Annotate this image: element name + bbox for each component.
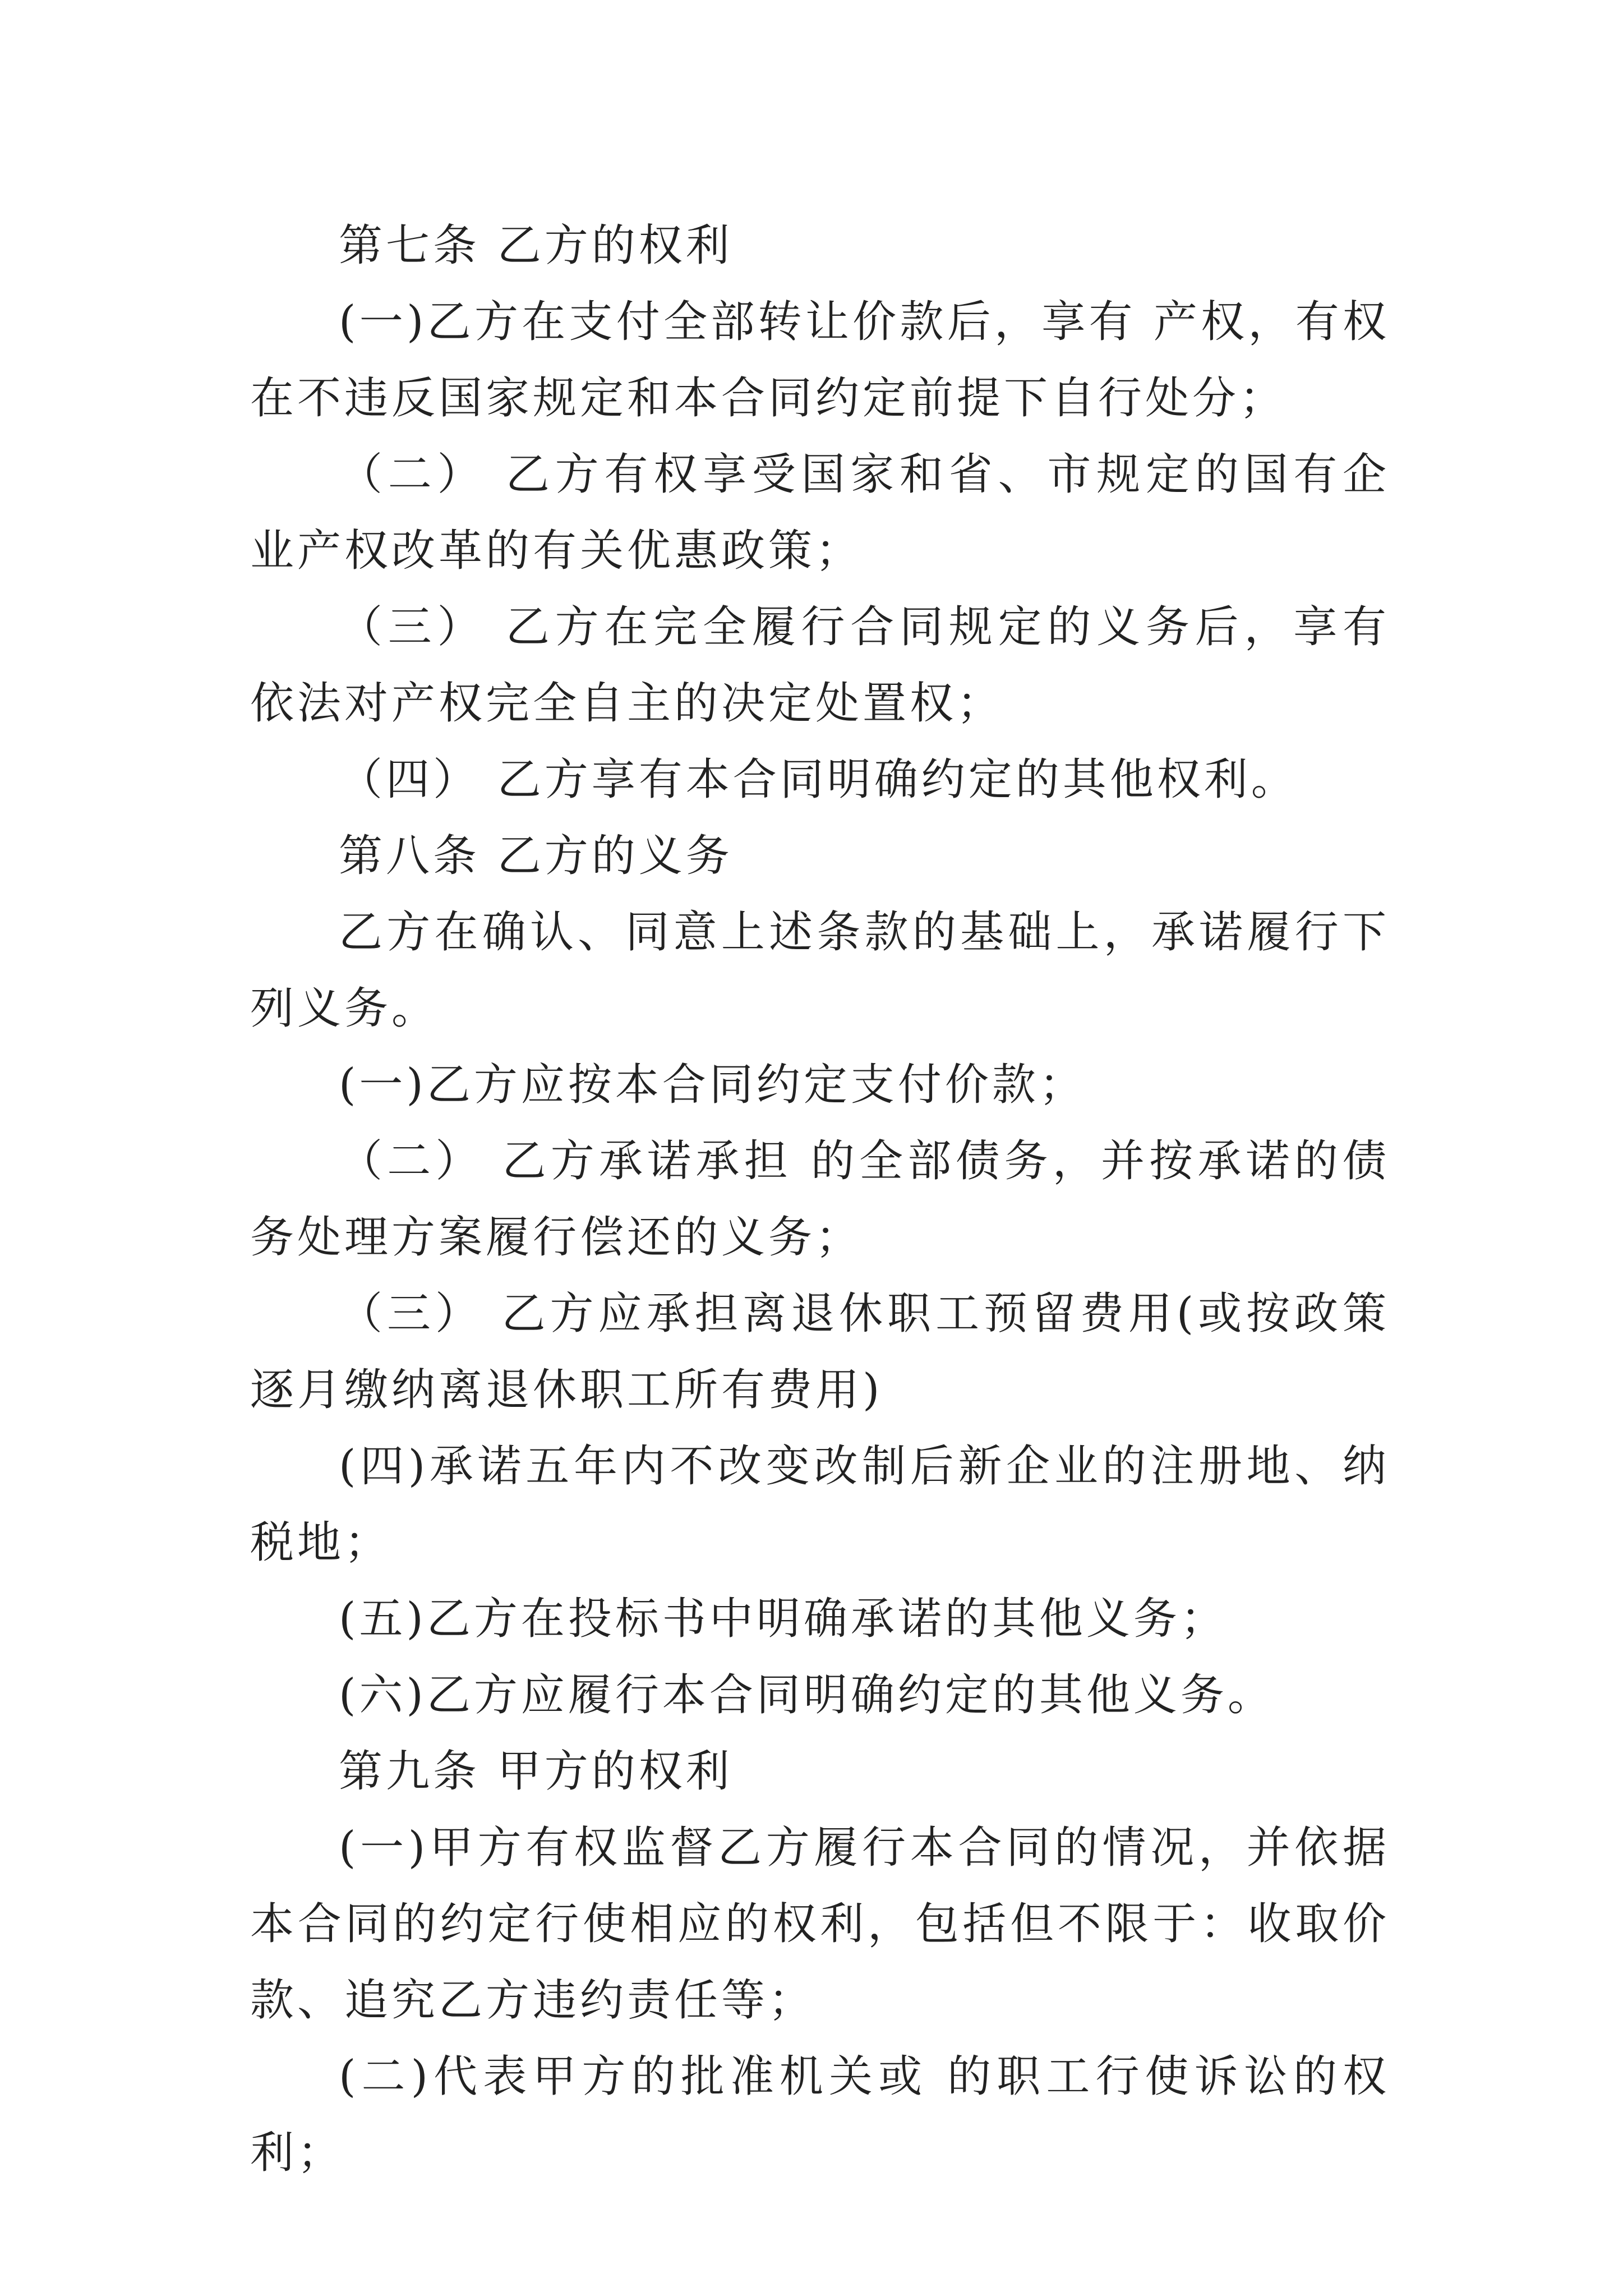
article-7-clause-1: (一)乙方在支付全部转让价款后，享有 产权，有权在不违反国家规定和本合同约定前提下自行处分； xyxy=(250,297,1390,424)
article-7-clause-4: （四） 乙方享有本合同明确约定的其他权利。 xyxy=(339,754,1298,805)
article-8-clause-1: (一)乙方应按本合同约定支付价款； xyxy=(339,1060,1086,1110)
article-9-clause-1: (一)甲方有权监督乙方履行本合同的情况，并依据本合同的约定行使相应的权利，包括但不限于：收取价款、追究乙方违约责任等； xyxy=(250,1823,1390,2026)
article-9-clause-2: (二)代表甲方的批准机关或 的职工行使诉讼的权利； xyxy=(250,2051,1390,2178)
article-9-heading: 第九条 甲方的权利 xyxy=(339,1746,733,1797)
article-7-heading: 第七条 乙方的权利 xyxy=(339,220,733,271)
article-7-clause-2: （二） 乙方有权享受国家和省、市规定的国有企业产权改革的有关优惠政策； xyxy=(250,449,1390,576)
document-body xyxy=(250,208,1390,2191)
article-7-clause-3: （三） 乙方在完全履行合同规定的义务后，享有依法对产权完全自主的决定处置权； xyxy=(250,602,1390,729)
article-8-clause-3: （三） 乙方应承担离退休职工预留费用(或按政策逐月缴纳离退休职工所有费用) xyxy=(250,1289,1390,1415)
article-8-clause-6: (六)乙方应履行本合同明确约定的其他义务。 xyxy=(339,1670,1275,1720)
article-8-intro: 乙方在确认、同意上述条款的基础上，承诺履行下列义务。 xyxy=(250,907,1390,1034)
article-8-clause-2: （二） 乙方承诺承担 的全部债务，并按承诺的债务处理方案履行偿还的义务； xyxy=(250,1136,1390,1263)
article-8-heading: 第八条 乙方的义务 xyxy=(339,831,733,881)
article-8-clause-4: (四)承诺五年内不改变改制后新企业的注册地、纳税地； xyxy=(250,1441,1390,1568)
article-8-clause-5: (五)乙方在投标书中明确承诺的其他义务； xyxy=(339,1594,1228,1644)
